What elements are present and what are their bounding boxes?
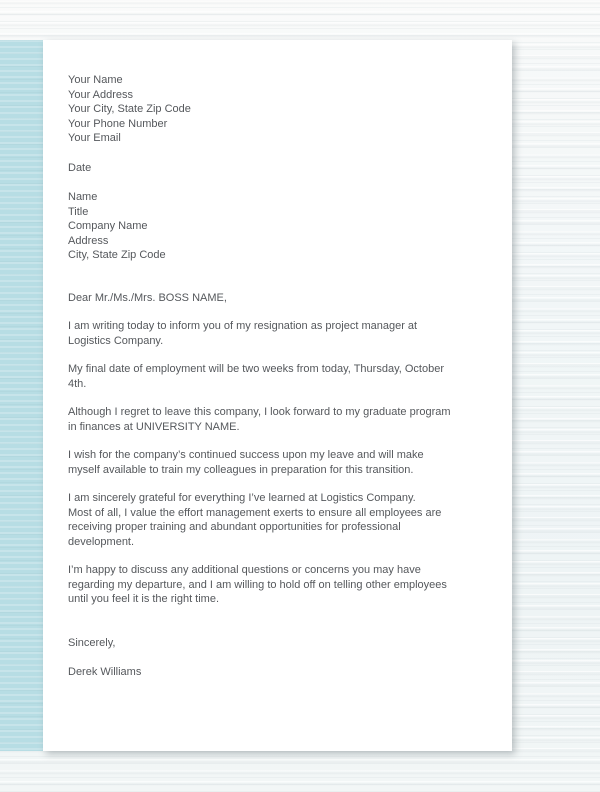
accent-band	[0, 40, 43, 751]
paragraph-line: in finances at UNIVERSITY NAME.	[68, 420, 240, 433]
salutation: Dear Mr./Ms./Mrs. BOSS NAME,	[68, 291, 227, 304]
sender-line-address: Your Address	[68, 88, 134, 101]
recipient-line-company: Company Name	[68, 220, 148, 232]
paragraph-2	[68, 362, 500, 391]
paragraph-line: until you feel it is the right time.	[68, 593, 220, 605]
sender-line-phone: Your Phone Number	[68, 117, 168, 130]
recipient-line-title: Title	[68, 205, 89, 218]
paragraph-line: receiving proper training and abundant opportunities for professional	[68, 521, 401, 533]
recipient-line-city: City, State Zip Code	[68, 249, 166, 261]
sender-block	[68, 73, 500, 146]
paragraph-line: I’m happy to discuss any additional questions or concerns you may have	[68, 564, 421, 576]
paragraph-line: development.	[68, 535, 135, 548]
paragraph-6	[68, 563, 500, 607]
paragraph-line: I wish for the company’s continued success upon my leave and will make	[68, 449, 424, 461]
paragraph-line: I am writing today to inform you of my resignation as project manager at	[68, 320, 418, 332]
paragraph-3	[68, 405, 500, 434]
paragraph-line: regarding my departure, and I am willing to hold off on telling other employees	[68, 578, 447, 591]
recipient-line-name: Name	[68, 191, 98, 203]
paragraph-line: I am sincerely grateful for everything I’ve learned at Logistics Company.	[68, 492, 416, 504]
sender-line-name: Your Name	[68, 74, 123, 86]
recipient-block	[68, 190, 500, 263]
paragraph-line: myself available to train my colleagues in preparation for this transition.	[68, 463, 414, 476]
sender-line-city: Your City, State Zip Code	[68, 103, 191, 115]
date-block	[68, 161, 500, 176]
paragraph-line: 4th.	[68, 377, 87, 390]
paragraph-5	[68, 491, 500, 549]
letter-page	[43, 40, 512, 751]
paragraph-line: Although I regret to leave this company, I look forward to my graduate program	[68, 406, 451, 418]
closing: Sincerely,	[68, 636, 116, 649]
sender-line-email: Your Email	[68, 132, 121, 144]
paragraph-1	[68, 319, 500, 348]
paragraph-line: Most of all, I value the effort management exerts to ensure all employees are	[68, 506, 442, 519]
paragraph-line: My final date of employment will be two weeks from today, Thursday, October	[68, 363, 444, 375]
paragraph-line: Logistics Company.	[68, 334, 164, 347]
recipient-line-address: Address	[68, 234, 109, 247]
paragraph-4	[68, 448, 500, 477]
date-line: Date	[68, 161, 92, 174]
signature: Derek Williams	[68, 666, 142, 678]
